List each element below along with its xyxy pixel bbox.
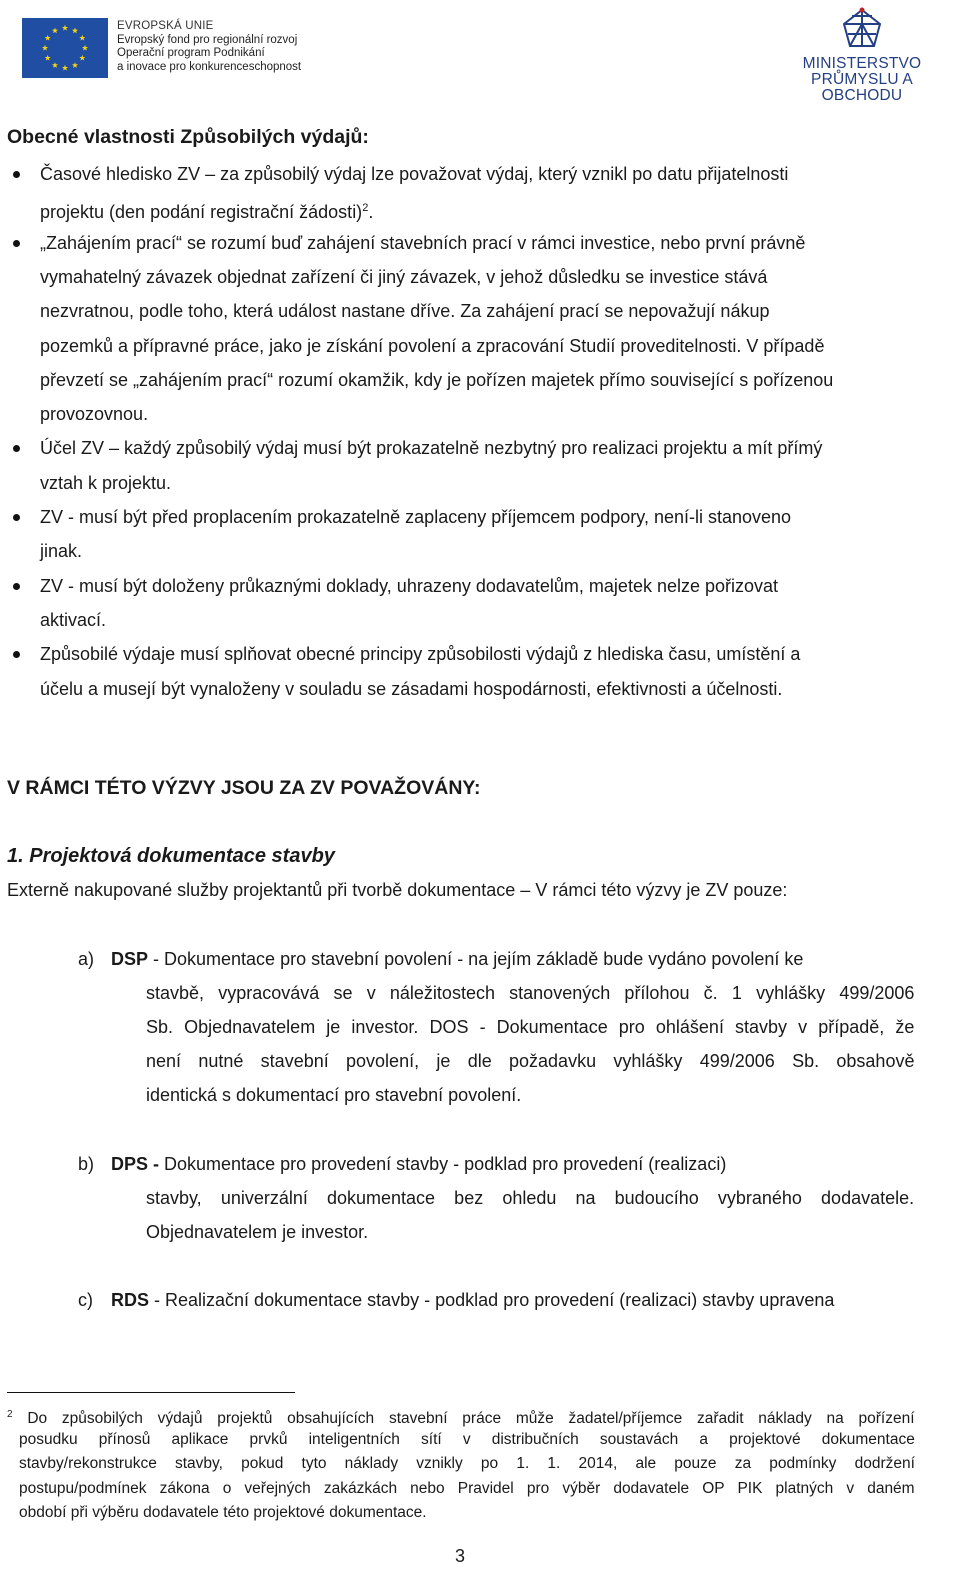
call-heading: V RÁMCI TÉTO VÝZVY JSOU ZA ZV POVAŽOVÁNY: — [7, 777, 481, 799]
mpo-line-1: MINISTERSTVO — [802, 55, 922, 72]
doc-abbreviation: DPS - — [111, 1154, 160, 1174]
doc-description: - Dokumentace pro stavební povolení - na jejím základě bude vydáno povolení ke — [148, 949, 804, 969]
list-first-line — [111, 949, 803, 970]
bullet-dot-icon — [13, 240, 20, 247]
lead-paragraph: Externě nakupované služby projektantů při tvorbě dokumentace – V rámci této výzvy je ZV pouze: — [7, 880, 788, 900]
page-number: 3 — [454, 1546, 465, 1566]
eu-program-2: a inovace pro konkurenceschopnost — [117, 60, 302, 73]
doc-abbreviation: DSP — [111, 949, 149, 969]
footnote-number: 2 — [7, 1409, 13, 1420]
list-first-line — [111, 1290, 834, 1311]
mpo-logo-text — [774, 56, 950, 104]
eu-program: Operační program Podnikání — [117, 47, 265, 59]
footnote-text: Do způsobilých výdajů projektů obsahujících stavební práce může žadatel/příjemce zařadit náklady na pořízení — [12, 1410, 915, 1428]
eu-logo-text — [117, 20, 301, 74]
doc-abbreviation: RDS — [111, 1290, 150, 1310]
doc-description: - Realizační dokumentace stavby - podklad pro provedení (realizaci) stavby upravena — [149, 1290, 835, 1310]
footnote-line: postupu/podmínek zákona o veřejných zakázkách nebo Pravidel pro výběr dodavatele OP PIK platných v daném — [19, 1479, 915, 1497]
footnote-separator — [7, 1392, 295, 1393]
bullet-line: „Zahájením prací“ se rozumí buď zahájení stavebních prací v rámci investice, nebo první právně — [40, 232, 806, 253]
list-marker: b) — [78, 1154, 95, 1174]
footnote-line: stavby/rekonstrukce stavby, pokud tyto náklady vznikly po 1. 1. 2014, ale pouze za podmínky dodržení — [19, 1455, 915, 1473]
bullet-dot-icon — [13, 514, 20, 521]
bullet-line: vymahatelný závazek objednat zařízení či jiný závazek, v jehož důsledku se investice stává — [40, 266, 768, 287]
bullet-line: ZV - musí být před proplacením prokazatelně zaplaceny příjemcem podpory, není-li stanoveno — [40, 507, 792, 527]
list-continuation-line: Objednavatelem je investor. — [146, 1222, 369, 1243]
mpo-emblem-icon — [822, 6, 902, 54]
eu-title: EVROPSKÁ UNIE — [117, 20, 214, 32]
bullet-line: vztah k projektu. — [40, 472, 172, 493]
list-continuation-line: není nutné stavební povolení, je dle požadavku vyhlášky 499/2006 Sb. obsahově — [146, 1051, 915, 1072]
eu-logo-block — [22, 18, 301, 80]
list-continuation-line: stavbě, vypracovává se v náležitostech stanovených přílohou č. 1 vyhlášky 499/2006 — [146, 983, 915, 1004]
trailing-punctuation: . — [368, 202, 374, 223]
footnote-line: období při výběru dodavatele této projektové dokumentace. — [19, 1504, 427, 1522]
eu-flag-icon — [22, 18, 108, 78]
list-continuation-line: Sb. Objednavatelem je investor. DOS - Dokumentace pro ohlášení stavby v případě, že — [146, 1017, 915, 1038]
bullet-line: projektu (den podání registrační žádosti)$^2$. — [40, 202, 374, 223]
bullet-dot-icon — [13, 445, 20, 452]
bullet-dot-icon — [13, 583, 20, 590]
list-marker: a) — [78, 949, 95, 969]
bullet-line: pozemků a přípravné práce, jako je získání povolení a zpracování Studií proveditelnosti. V případě — [40, 335, 825, 356]
numbered-heading: 1. Projektová dokumentace stavby — [7, 845, 335, 867]
bullet-line: Účel ZV – každý způsobilý výdaj musí být prokazatelně nezbytný pro realizaci projektu a mít přímý — [40, 438, 823, 459]
bullet-dot-icon — [13, 171, 20, 178]
bullet-line: provozovnou. — [40, 404, 149, 425]
bullet-line: nezvratnou, podle toho, která událost nastane dříve. Za zahájení prací se nepovažují nákup — [40, 301, 770, 322]
eu-fund: Evropský fond pro regionální rozvoj — [117, 33, 298, 46]
doc-description: Dokumentace pro provedení stavby - podklad pro provedení (realizaci) — [159, 1154, 727, 1174]
bullet-line: Časové hledisko ZV – za způsobilý výdaj lze považovat výdaj, který vznikl po datu přijatelnosti — [40, 164, 789, 184]
bullet-line: převzetí se „zahájením prací“ rozumí okamžik, kdy je pořízen majetek přímo související s pořízenou — [40, 369, 834, 390]
mpo-line-2: PRŮMYSLU A OBCHODU — [811, 71, 913, 104]
list-continuation-line: identická s dokumentací pro stavební povolení. — [146, 1085, 522, 1106]
footnote-line: posudku přínosů aplikace prvků inteligentních sítí v distribučních soustavách a projektové dokumentace — [19, 1430, 915, 1448]
bullet-line: ZV - musí být doloženy průkaznými doklady, uhrazeny dodavatelům, majetek nelze pořizovat — [40, 575, 779, 596]
list-first-line — [111, 1154, 726, 1175]
list-marker: c) — [78, 1290, 93, 1310]
section-heading: Obecné vlastnosti Způsobilých výdajů: — [7, 126, 369, 148]
bullet-line: účelu a musejí být vynaloženy v souladu se zásadami hospodárnosti, efektivnosti a účelnosti. — [40, 678, 783, 699]
bullet-line: aktivací. — [40, 609, 107, 630]
bullet-dot-icon — [13, 651, 20, 658]
mpo-logo-block — [774, 6, 950, 104]
footnote-reference: 2 — [362, 202, 369, 215]
bullet-line: jinak. — [40, 541, 83, 562]
list-continuation-line: stavby, univerzální dokumentace bez ohledu na budoucího vybraného dodavatele. — [146, 1188, 915, 1209]
bullet-line: Způsobilé výdaje musí splňovat obecné principy způsobilosti výdajů z hlediska času, umístění a — [40, 644, 801, 665]
page-header — [0, 0, 960, 104]
